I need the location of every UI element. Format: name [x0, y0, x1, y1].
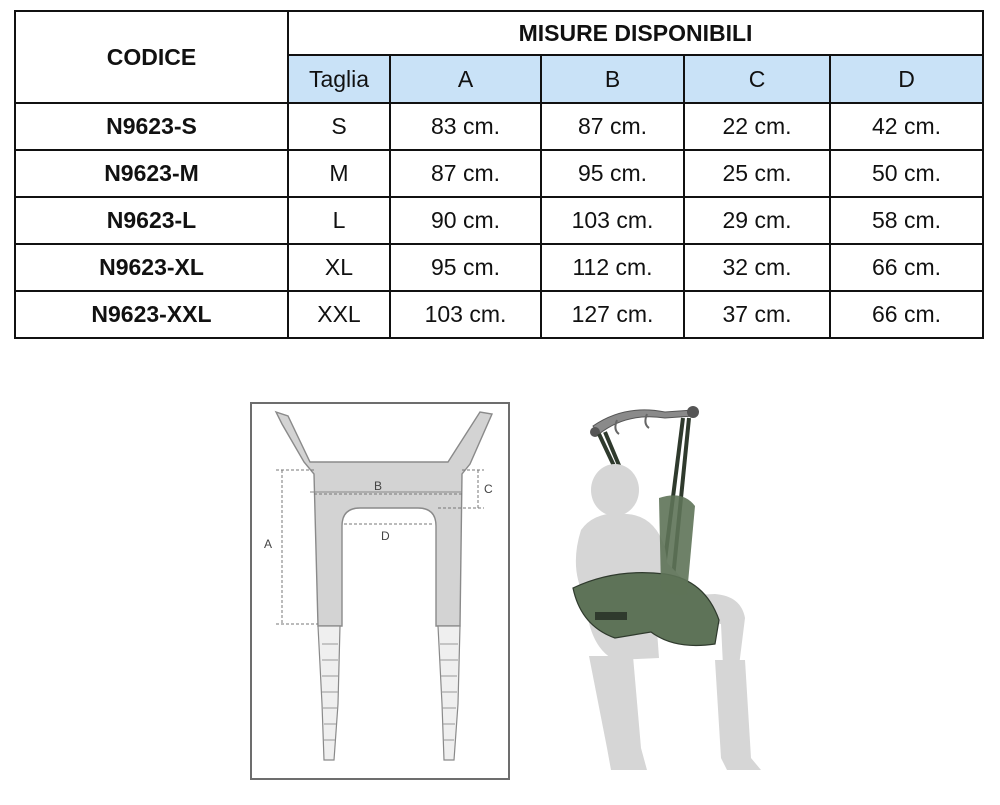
- column-header-taglia: Taglia: [288, 55, 390, 103]
- sling-usage-illustration: [555, 398, 785, 783]
- header-misure-disponibili: MISURE DISPONIBILI: [288, 11, 983, 55]
- label-b: B: [374, 479, 383, 493]
- column-header-c: C: [684, 55, 830, 103]
- cell-b: 127 cm.: [541, 291, 684, 338]
- cell-b: 103 cm.: [541, 197, 684, 244]
- cell-a: 83 cm.: [390, 103, 541, 150]
- cell-code: N9623-L: [15, 197, 288, 244]
- cell-a: 87 cm.: [390, 150, 541, 197]
- cell-taglia: M: [288, 150, 390, 197]
- dimension-a: [276, 470, 318, 624]
- cell-taglia: S: [288, 103, 390, 150]
- header-codice: CODICE: [15, 11, 288, 103]
- cell-code: N9623-S: [15, 103, 288, 150]
- cell-b: 87 cm.: [541, 103, 684, 150]
- cell-d: 58 cm.: [830, 197, 983, 244]
- sling-dimension-diagram: [250, 402, 510, 780]
- cell-taglia: XL: [288, 244, 390, 291]
- spreader-bar-icon: [593, 410, 693, 434]
- cell-c: 29 cm.: [684, 197, 830, 244]
- cell-code: N9623-XXL: [15, 291, 288, 338]
- sling-handle: [595, 612, 627, 620]
- cell-d: 50 cm.: [830, 150, 983, 197]
- column-header-d: D: [830, 55, 983, 103]
- sling-back: [659, 495, 695, 595]
- cell-b: 112 cm.: [541, 244, 684, 291]
- table-row: [15, 244, 983, 291]
- table-row: [15, 197, 983, 244]
- column-header-a: A: [390, 55, 541, 103]
- table-row: [15, 103, 983, 150]
- cell-c: 32 cm.: [684, 244, 830, 291]
- cell-c: 25 cm.: [684, 150, 830, 197]
- cell-a: 103 cm.: [390, 291, 541, 338]
- hook-right: [687, 406, 699, 418]
- sling-outline: [276, 412, 492, 626]
- cell-code: N9623-XL: [15, 244, 288, 291]
- sizes-table: [14, 10, 984, 339]
- sling-drawing: [252, 404, 508, 778]
- table-row: [15, 291, 983, 338]
- cell-c: 37 cm.: [684, 291, 830, 338]
- table-row: [15, 150, 983, 197]
- label-c: C: [484, 482, 493, 496]
- table-header-row: [15, 11, 983, 55]
- cell-d: 66 cm.: [830, 244, 983, 291]
- cell-a: 95 cm.: [390, 244, 541, 291]
- cell-b: 95 cm.: [541, 150, 684, 197]
- cell-a: 90 cm.: [390, 197, 541, 244]
- cell-d: 66 cm.: [830, 291, 983, 338]
- column-header-b: B: [541, 55, 684, 103]
- cell-taglia: XXL: [288, 291, 390, 338]
- cell-c: 22 cm.: [684, 103, 830, 150]
- label-a: A: [264, 537, 273, 551]
- cell-code: N9623-M: [15, 150, 288, 197]
- cell-taglia: L: [288, 197, 390, 244]
- cell-d: 42 cm.: [830, 103, 983, 150]
- label-d: D: [381, 529, 390, 543]
- person-in-sling-image: [555, 398, 785, 783]
